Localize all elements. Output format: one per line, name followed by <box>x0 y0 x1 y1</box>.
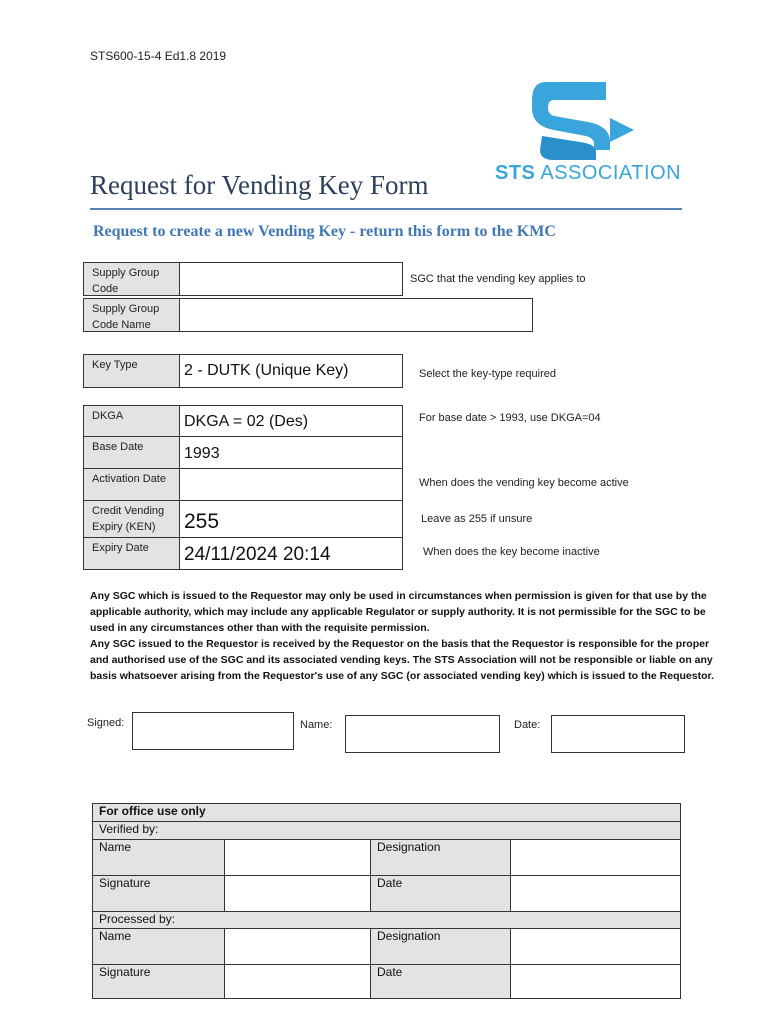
disclaimer <box>90 588 722 684</box>
credit-expiry-label: Credit Vending Expiry (KEN) <box>83 500 180 538</box>
verified-date-field[interactable] <box>511 876 681 912</box>
sgc-name-label: Supply Group Code Name <box>83 298 180 332</box>
verified-signature-field[interactable] <box>225 876 371 912</box>
sgc-name-input[interactable] <box>179 298 533 332</box>
office-use-header: For office use only <box>93 804 681 822</box>
date-label: Date: <box>514 719 541 731</box>
key-type-select[interactable]: 2 - DUTK (Unique Key) <box>179 354 403 388</box>
activation-date-input[interactable] <box>179 468 403 501</box>
key-type-note: Select the key-type required <box>419 368 556 380</box>
processed-signature-label: Signature <box>93 965 225 999</box>
disclaimer-paragraph-1: Any SGC which is issued to the Requestor may only be used in circumstances when permission is given for that use by the applicable authority, which may include any applicable Regulator or supply authority. It is not permissible for the SGC to be used in any circumstances other than with the requisite permission. <box>90 590 707 634</box>
processed-date-field[interactable] <box>511 965 681 999</box>
credit-expiry-input[interactable]: 255 <box>179 500 403 538</box>
verified-designation-field[interactable] <box>511 840 681 876</box>
verified-signature-label: Signature <box>93 876 225 912</box>
verified-date-label: Date <box>371 876 511 912</box>
page-title: Request for Vending Key Form <box>90 170 429 200</box>
form-subtitle: Request to create a new Vending Key - return this form to the KMC <box>93 223 556 240</box>
verified-designation-label: Designation <box>371 840 511 876</box>
dkga-input[interactable]: DKGA = 02 (Des) <box>179 405 403 437</box>
title-divider <box>90 208 682 210</box>
activation-date-note: When does the vending key become active <box>419 477 629 489</box>
activation-date-label: Activation Date <box>83 468 180 501</box>
expiry-date-input[interactable]: 24/11/2024 20:14 <box>179 537 403 570</box>
key-type-label: Key Type <box>83 354 180 388</box>
signed-label: Signed: <box>87 717 125 729</box>
processed-name-label: Name <box>93 929 225 965</box>
processed-by-label: Processed by: <box>93 912 681 929</box>
processed-designation-label: Designation <box>371 929 511 965</box>
credit-expiry-note: Leave as 255 if unsure <box>421 513 533 525</box>
processed-designation-field[interactable] <box>511 929 681 965</box>
office-use-table <box>92 803 680 999</box>
disclaimer-paragraph-2: Any SGC issued to the Requestor is received by the Requestor on the basis that the Requestor is responsible for the proper and authorised use of the SGC and its associated vending keys. The STS Association will not be responsible or liable on any basis whatsoever arising from the Requestor's use of any SGC (or associated vending key) which is issued to the Requestor. <box>90 638 714 682</box>
expiry-date-label: Expiry Date <box>83 537 180 570</box>
sgc-label: Supply Group Code <box>83 262 180 296</box>
signed-field[interactable] <box>132 712 294 750</box>
dkga-label: DKGA <box>83 405 180 437</box>
name-field[interactable] <box>345 715 500 753</box>
date-field[interactable] <box>551 715 685 753</box>
processed-signature-field[interactable] <box>225 965 371 999</box>
processed-name-field[interactable] <box>225 929 371 965</box>
sgc-input[interactable] <box>179 262 403 296</box>
document-id: STS600-15-4 Ed1.8 2019 <box>90 49 227 63</box>
verified-by-label: Verified by: <box>93 822 681 840</box>
logo-wordmark: STS ASSOCIATION <box>495 162 682 184</box>
base-date-input[interactable]: 1993 <box>179 436 403 469</box>
processed-date-label: Date <box>371 965 511 999</box>
base-date-label: Base Date <box>83 436 180 469</box>
sgc-note: SGC that the vending key applies to <box>410 273 586 285</box>
name-label: Name: <box>300 719 333 731</box>
verified-name-label: Name <box>93 840 225 876</box>
expiry-date-note: When does the key become inactive <box>423 546 600 558</box>
verified-name-field[interactable] <box>225 840 371 876</box>
dkga-note: For base date > 1993, use DKGA=04 <box>419 412 601 424</box>
